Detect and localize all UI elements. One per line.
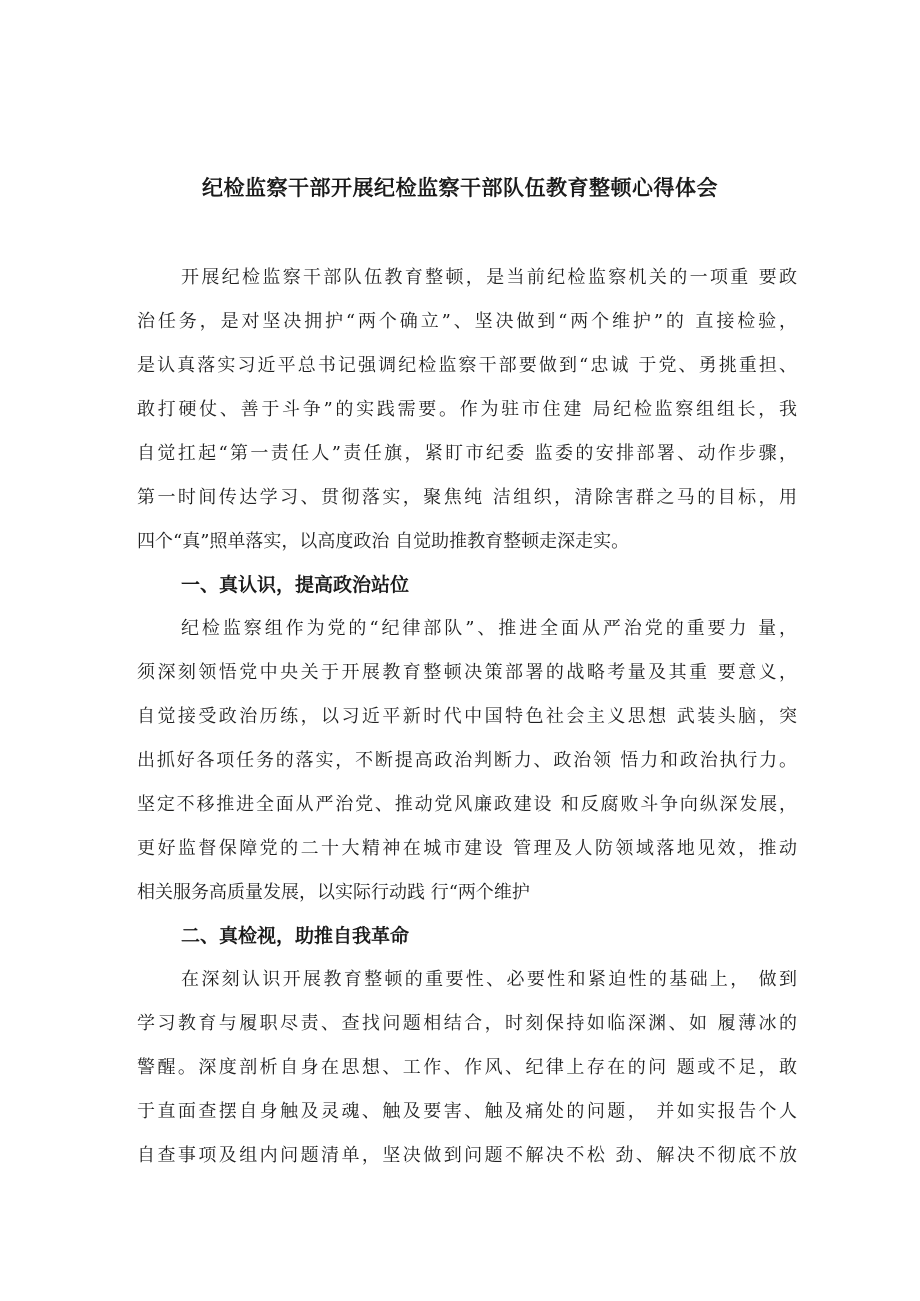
paragraph-line: 须深刻领悟党中央关于开展教育整顿决策部署的战略考量及其重 要意义，	[137, 662, 797, 683]
paragraph-line: 更好监督保障党的二十大精神在城市建设 管理及人防领域落地见效，推动	[137, 838, 797, 859]
paragraph-line: 坚定不移推进全面从严治党、推动党风廉政建设 和反腐败斗争向纵深发展，	[137, 794, 797, 815]
paragraph-line: 学习教育与履职尽责、查找问题相结合，时刻保持如临深渊、如 履薄冰的	[137, 1013, 797, 1034]
paragraph-line: 敢打硬仗、善于斗争”的实践需要。作为驻市住建 局纪检监察组组长，我	[137, 399, 797, 420]
paragraph-line: 纪检监察组作为党的“纪律部队”、推进全面从严治党的重要力 量，	[181, 618, 797, 639]
paragraph-line: 第一时间传达学习、贯彻落实，聚焦纯 洁组织，清除害群之马的目标，用	[137, 487, 797, 508]
section-heading-2: 二、真检视，助推自我革命	[181, 925, 410, 947]
paragraph-line: 治任务，是对坚决拥护“两个确立”、坚决做到“两个维护”的 直接检验，	[137, 311, 797, 332]
paragraph-line: 于直面查摆自身触及灵魂、触及要害、触及痛处的问题， 并如实报告个人	[137, 1101, 797, 1122]
paragraph-line: 开展纪检监察干部队伍教育整顿，是当前纪检监察机关的一项重 要政	[181, 267, 797, 288]
paragraph-line: 是认真落实习近平总书记强调纪检监察干部要做到“忠诚 于党、勇挑重担、	[137, 355, 797, 376]
paragraph-line: 相关服务高质量发展，以实际行动践 行“两个维护	[137, 882, 530, 903]
paragraph-line: 出抓好各项任务的落实，不断提高政治判断力、政治领 悟力和政治执行力。	[137, 750, 797, 771]
paragraph-line: 在深刻认识开展教育整顿的重要性、必要性和紧迫性的基础上， 做到	[181, 969, 797, 990]
paragraph-line: 自觉接受政治历练，以习近平新时代中国特色社会主义思想 武装头脑，突	[137, 706, 797, 727]
paragraph-line: 警醒。深度剖析自身在思想、工作、作风、纪律上存在的问 题或不足，敢	[137, 1057, 797, 1078]
paragraph-line: 四个“真”照单落实，以高度政治 自觉助推教育整顿走深走实。	[137, 531, 630, 552]
paragraph-line: 自觉扛起“第一责任人”责任旗，紧盯市纪委 监委的安排部署、动作步骤，	[137, 443, 797, 464]
document-title: 纪检监察干部开展纪检监察干部队伍教育整顿心得体会	[202, 176, 718, 200]
paragraph-line: 自查事项及组内问题清单，坚决做到问题不解决不松 劲、解决不彻底不放	[137, 1145, 797, 1166]
section-heading-1: 一、真认识，提高政治站位	[181, 574, 410, 596]
